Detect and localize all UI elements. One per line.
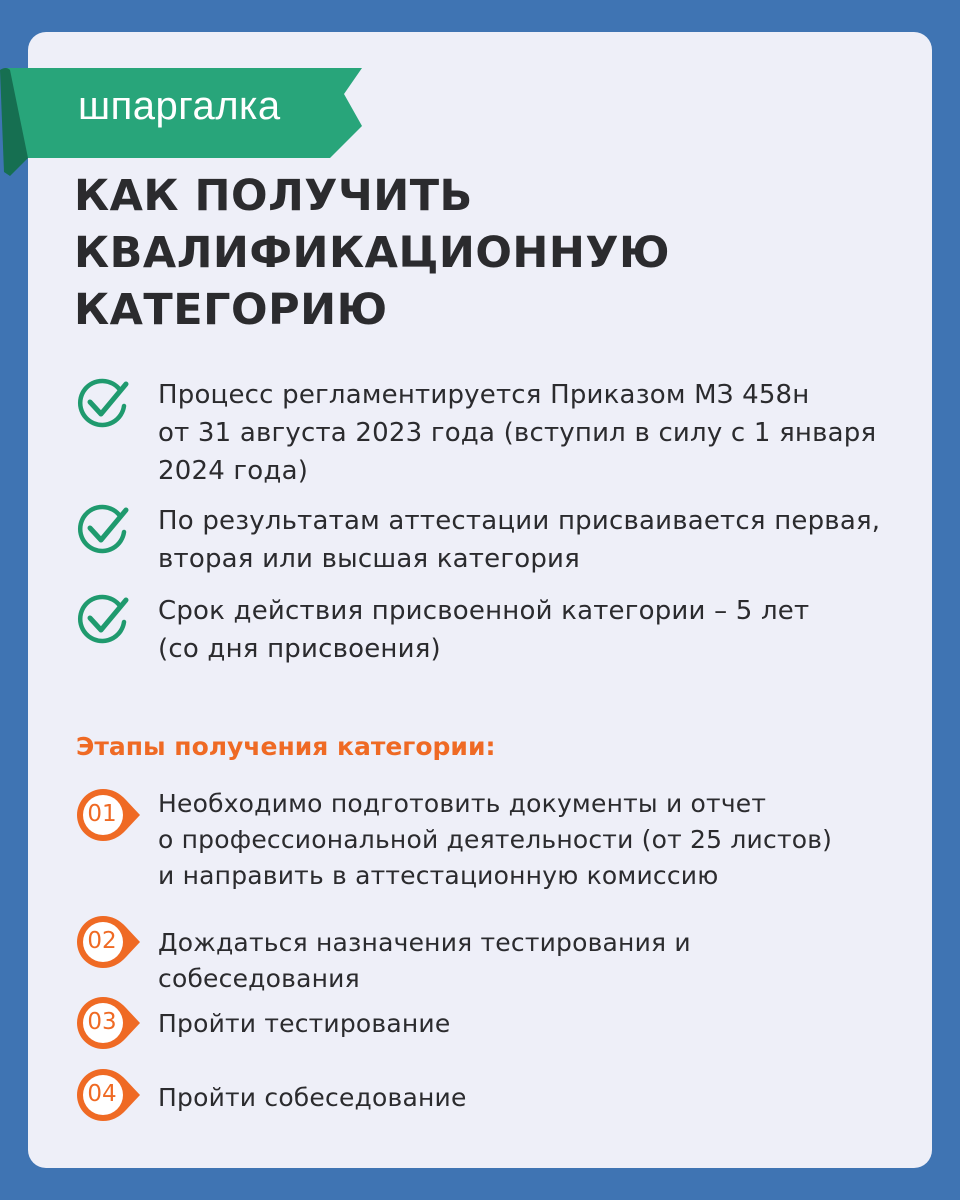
step-line: и направить в аттестационную комиссию	[158, 861, 719, 890]
step-text	[158, 786, 898, 894]
page-title	[74, 168, 874, 339]
check-icon	[76, 592, 130, 646]
step-text	[158, 1006, 898, 1042]
check-icon	[76, 502, 130, 556]
step-number: 01	[87, 801, 117, 827]
fact-line: вторая или высшая категория	[158, 544, 580, 574]
stages-heading: Этапы получения категории:	[76, 732, 496, 761]
step-number: 03	[87, 1009, 117, 1035]
title-line: КАК ПОЛУЧИТЬ	[74, 171, 473, 221]
step-number: 02	[87, 928, 117, 954]
step-text	[158, 925, 898, 997]
title-line: КВАЛИФИКАЦИОННУЮ	[74, 228, 670, 278]
check-icon	[76, 376, 130, 430]
fact-line: 2024 года)	[158, 456, 309, 486]
step-line: Пройти тестирование	[158, 1009, 451, 1038]
step-line: о профессиональной деятельности (от 25 листов)	[158, 825, 833, 854]
fact-line: от 31 августа 2023 года (вступил в силу с 1 января	[158, 418, 877, 448]
step-line: Дождаться назначения тестирования и собеседования	[158, 928, 691, 993]
fact-line: Процесс регламентируется Приказом МЗ 458н	[158, 380, 810, 410]
title-line: КАТЕГОРИЮ	[74, 285, 388, 335]
fact-line: Срок действия присвоенной категории – 5 лет	[158, 596, 810, 626]
step-number: 04	[87, 1081, 117, 1107]
fact-text	[158, 592, 898, 668]
step-line: Необходимо подготовить документы и отчет	[158, 789, 767, 818]
fact-text	[158, 502, 898, 578]
fact-line: По результатам аттестации присваивается первая,	[158, 506, 881, 536]
fact-line: (со дня присвоения)	[158, 634, 441, 664]
step-line: Пройти собеседование	[158, 1083, 467, 1112]
badge-label: шпаргалка	[78, 84, 281, 128]
fact-text	[158, 376, 898, 490]
step-text	[158, 1080, 898, 1116]
